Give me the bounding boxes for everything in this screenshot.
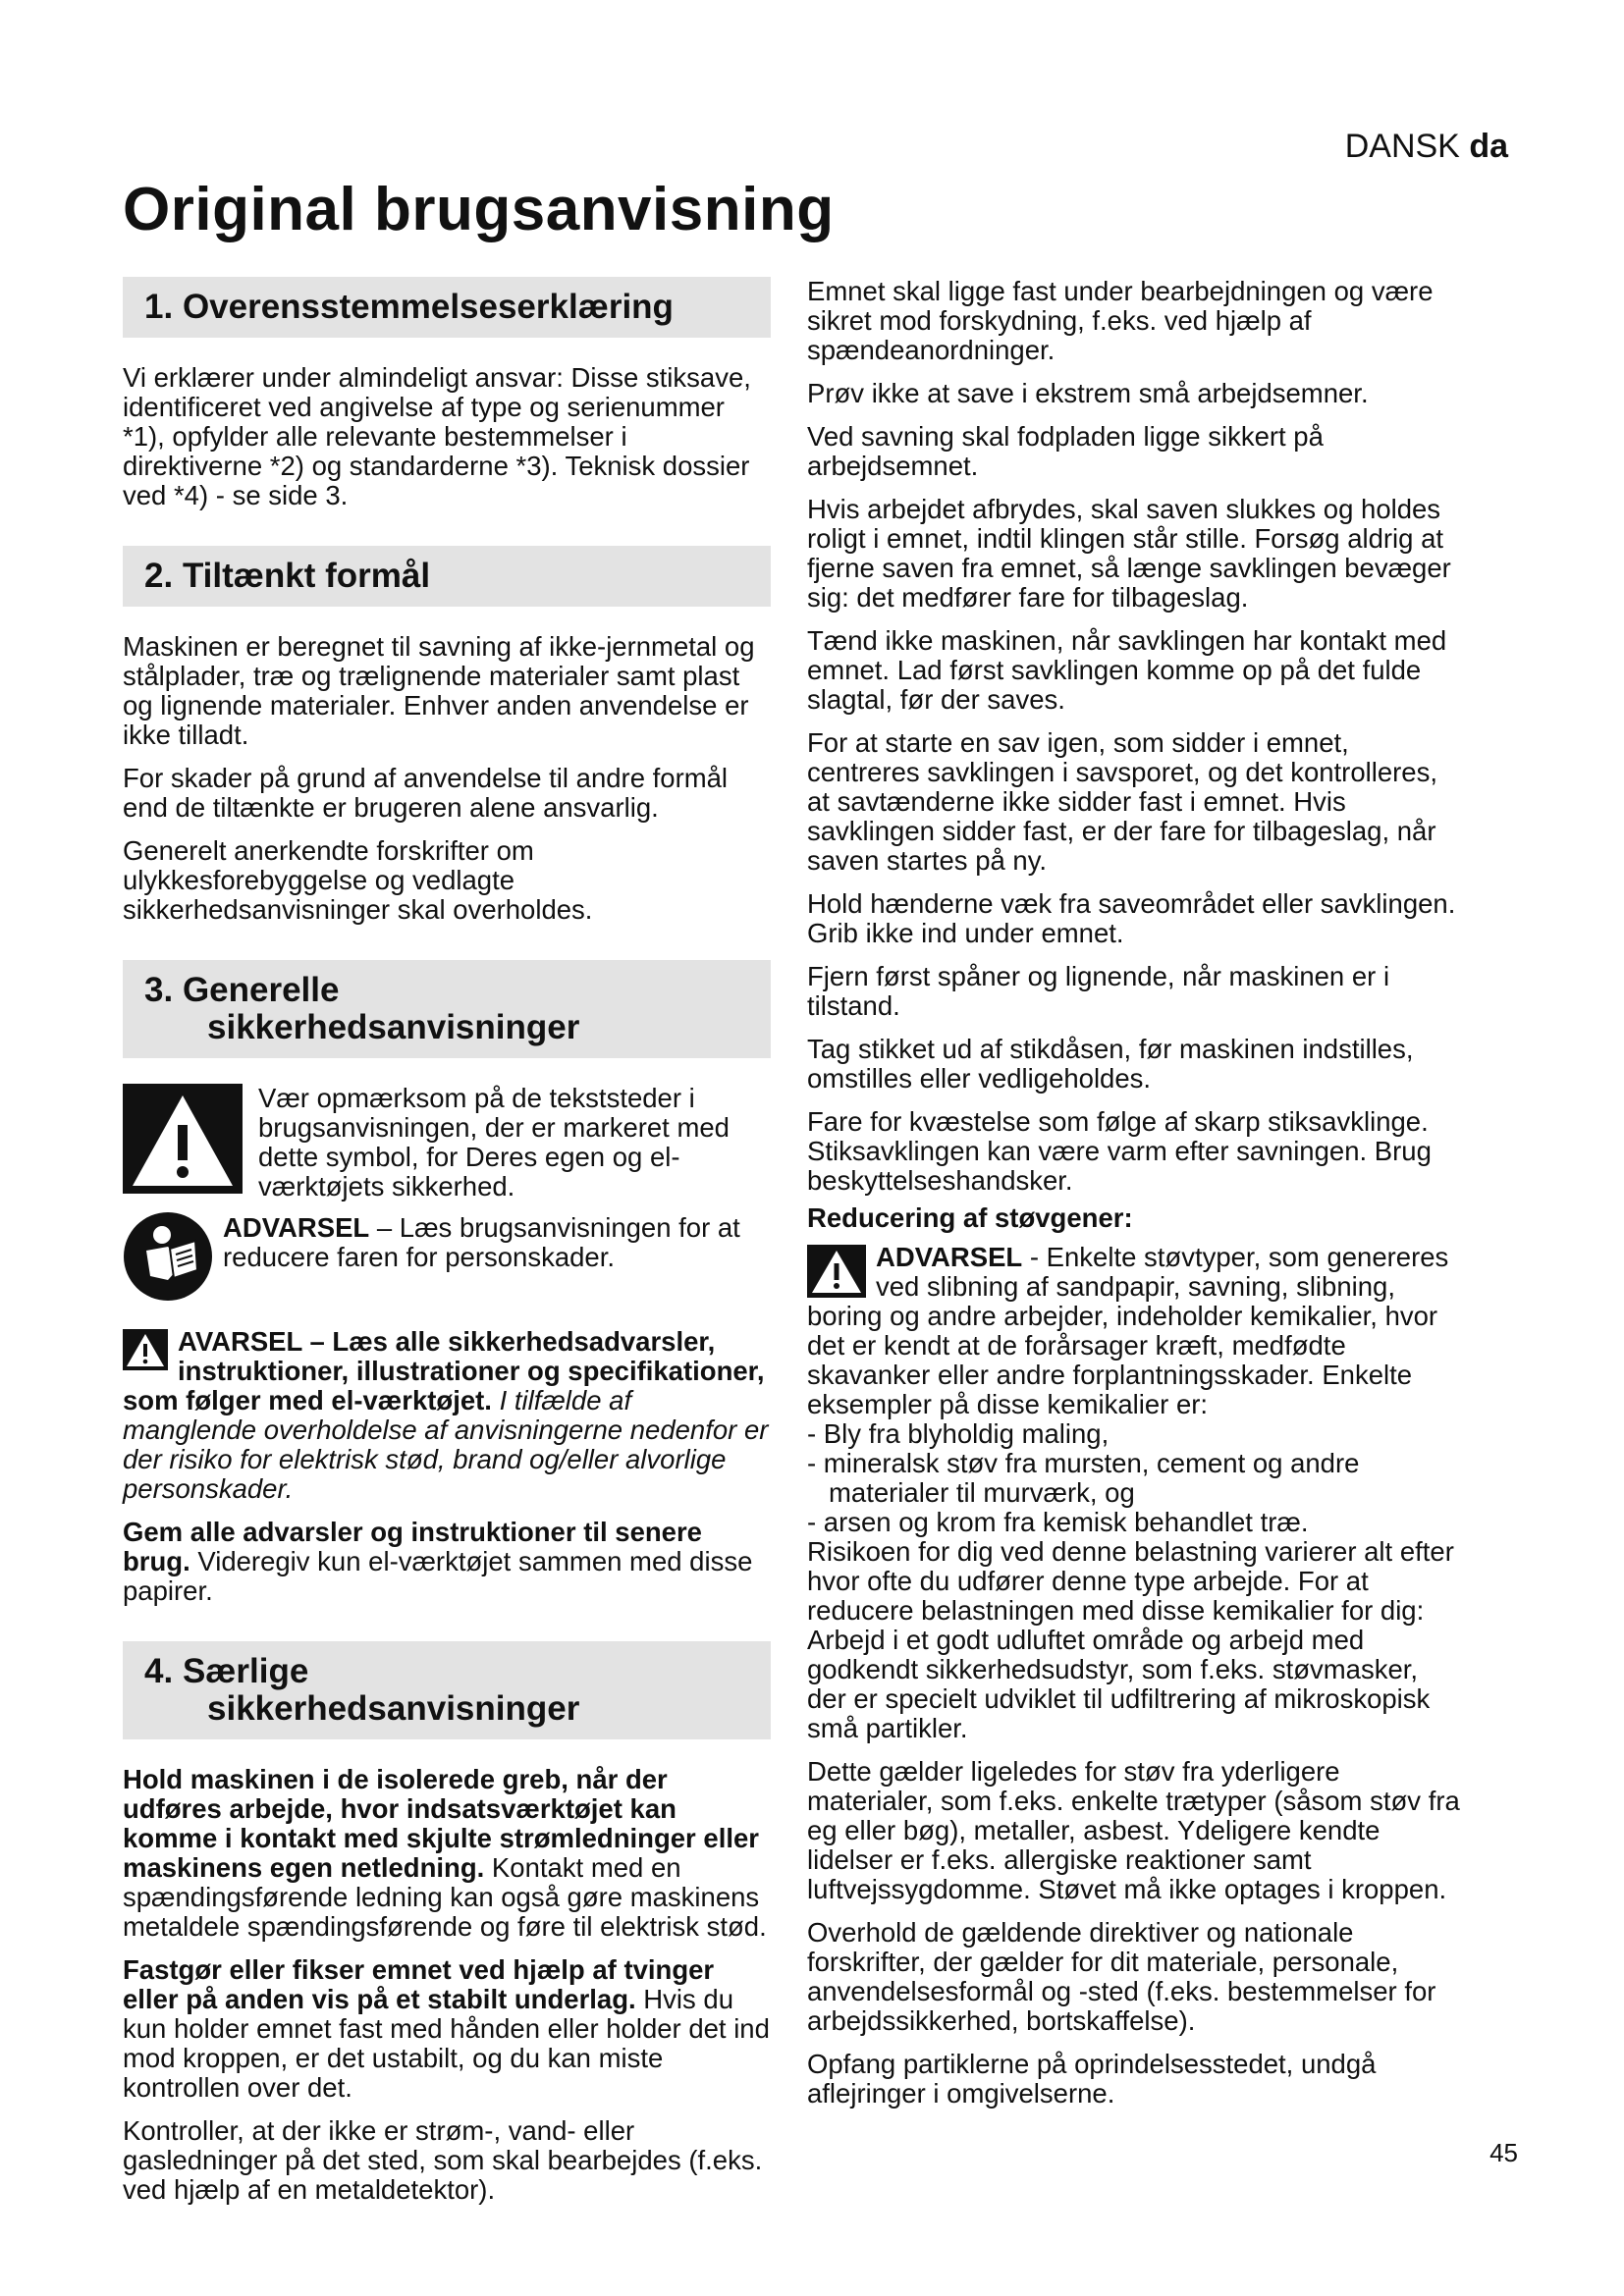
read-manual-text	[223, 1213, 771, 1272]
section-2-heading	[123, 546, 771, 607]
section-4-title-line-1: Særlige	[182, 1652, 309, 1690]
keep-instructions-text: Videregiv kun el-værktøjet sammen med disse papirer.	[123, 1546, 753, 1606]
right-paragraph-4: Hvis arbejdet afbrydes, skal saven slukkes og holdes roligt i emnet, indtil klingen står stille. Forsøg aldrig at fjerne saven fra emnet, så længe savklingen bevæger sig: det medfører fare for tilbageslag.	[807, 494, 1451, 613]
general-warning-bold: AVARSEL – Læs alle sikkerhedsadvarsler, instruktioner, illustrationer og specifikationer, som følger med el-værktøjet.	[123, 1326, 765, 1415]
list-item: - mineralsk støv fra mursten, cement og andre materialer til murværk, og	[807, 1448, 1360, 1508]
right-paragraph-8: Fjern først spåner og lignende, når maskinen er i tilstand.	[807, 961, 1390, 1021]
general-warning-italic: I tilfælde af manglende overholdelse af anvisningerne nedenfor er der risiko for elektrisk stød, brand og/eller alvorlige personskader.	[123, 1385, 769, 1504]
section-1-title: Overensstemmelseserklæring	[182, 288, 674, 326]
section-2-number: 2.	[144, 557, 174, 595]
warning-triangle-dust-icon	[807, 1245, 866, 1298]
warning-triangle-icon	[123, 1084, 243, 1194]
right-paragraph-7: Hold hænderne væk fra saveområdet eller savklingen. Grib ikke ind under emnet.	[807, 888, 1456, 948]
list-item: - arsen og krom fra kemisk behandlet træ.	[807, 1507, 1309, 1537]
list-item: - Bly fra blyholdig maling,	[807, 1418, 1110, 1449]
page-title: Original brugsanvisning	[123, 176, 835, 243]
right-column	[807, 277, 1463, 2122]
general-warning	[123, 1327, 771, 1504]
right-paragraph-3: Ved savning skal fodpladen ligge sikkert på arbejdsemnet.	[807, 421, 1324, 481]
section-4-p2-text: Hvis du kun holder emnet fast med hånden eller holder det ind mod kroppen, er det ustabilt, og du kan miste kontrollen over det.	[123, 1984, 770, 2103]
section-1-heading	[123, 277, 771, 338]
page-number: 45	[1489, 2138, 1518, 2167]
section-3-title-line-2: sikkerhedsanvisninger	[207, 1008, 580, 1046]
right-paragraph-10: Fare for kvæstelse som følge af skarp stiksavklinge. Stiksavklingen kan være varm efter savningen. Brug beskyttelseshandsker.	[807, 1106, 1432, 1196]
section-4-paragraph-2	[123, 1955, 771, 2103]
section-3-number: 3.	[144, 971, 174, 1009]
read-manual-icon	[123, 1211, 213, 1302]
right-paragraph-2: Prøv ikke at save i ekstrem små arbejdsemner.	[807, 378, 1369, 408]
section-4-title-line-2: sikkerhedsanvisninger	[207, 1689, 580, 1728]
warning-symbol-text: Vær opmærksom på de tekststeder i brugsanvisningen, der er markeret med dette symbol, for Deres egen og el-værktøjets sikkerhed.	[258, 1083, 730, 1201]
dust-warning	[807, 1243, 1463, 1419]
language-label	[1345, 128, 1508, 166]
read-manual-label: ADVARSEL	[223, 1212, 370, 1243]
section-4-p2-bold: Fastgør eller fikser emnet ved hjælp af tvinger eller på anden vis på et stabilt underlag.	[123, 1954, 715, 2014]
right-paragraph-12: Overhold de gældende direktiver og nationale forskrifter, der gælder for dit materiale, personale, anvendelsesformål og -sted (f.eks. bestemmelser for arbejdssikkerhed, bortskaffelse).	[807, 1917, 1436, 2036]
dust-warning-text: - Enkelte støvtyper, som genereres ved slibning af sandpapir, savning, slibning, boring og andre arbejder, indeholder kemikalier, hvor det er kendt at de forårsager kræft, medfødte skavanker eller andre forplantningsskader. Enkelte eksempler på disse kemikalier er:	[807, 1242, 1449, 1419]
read-manual-body: – Læs brugsanvisningen for at reducere faren for personskader.	[223, 1212, 740, 1272]
language-code: da	[1469, 128, 1508, 165]
read-manual-warning	[123, 1211, 771, 1302]
warning-triangle-small-icon	[123, 1329, 168, 1370]
section-3-heading	[123, 960, 771, 1058]
section-4-p1-text: Kontakt med en spændingsførende ledning kan også gøre maskinens metaldele spændingsførende og føre til elektrisk stød.	[123, 1852, 767, 1942]
keep-instructions	[123, 1518, 771, 1606]
right-paragraph-6: For at starte en sav igen, som sidder i emnet, centreres savklingen i savsporet, og det kontrolleres, at savtænderne ikke sidder fast i emnet. Hvis savklingen sidder fast, er der fare for tilbageslag, når saven startes på ny.	[807, 727, 1437, 876]
right-paragraph-5: Tænd ikke maskinen, når savklingen har kontakt med emnet. Lad først savklingen komme op på det fulde slagtal, før der saves.	[807, 625, 1447, 715]
right-paragraph-1: Emnet skal ligge fast under bearbejdningen og være sikret mod forskydning, f.eks. ved hjælp af spændeanordninger.	[807, 276, 1434, 365]
dust-chemicals-list	[807, 1419, 1463, 1537]
right-paragraph-13: Opfang partiklerne på oprindelsesstedet, undgå aflejringer i omgivelserne.	[807, 2049, 1377, 2109]
right-paragraph-9: Tag stikket ud af stikdåsen, før maskinen indstilles, omstilles eller vedligeholdes.	[807, 1034, 1414, 1094]
section-3-title-line-1: Generelle	[182, 971, 340, 1009]
dust-heading: Reducering af støvgener:	[807, 1202, 1133, 1233]
section-4-number: 4.	[144, 1652, 174, 1690]
section-2-paragraph-1: Maskinen er beregnet til savning af ikke-jernmetal og stålplader, træ og trælignende materialer samt plast og lignende materialer. Enhver anden anvendelse er ikke tilladt.	[123, 631, 755, 750]
keep-instructions-bold: Gem alle advarsler og instruktioner til senere brug.	[123, 1517, 702, 1576]
right-paragraph-11: Dette gælder ligeledes for støv fra yderligere materialer, som f.eks. enkelte trætyper (såsom støv fra eg eller bøg), metaller, asbest. Ydeligere kendte lidelser er f.eks. allergiske reaktioner samt luftvejssygdomme. Støvet må ikke optages i kroppen.	[807, 1756, 1460, 1904]
dust-risk-text: Risikoen for dig ved denne belastning varierer alt efter hvor ofte du udfører denne type arbejde. For at reducere belastningen med disse kemikalier for dig: Arbejd i et godt udluftet område og arbejd med godkendt sikkerhedsudstyr, som f.eks. støvmasker, der er specielt udviklet til udfiltrering af mikroskopisk små partikler.	[807, 1536, 1454, 1743]
section-1-number: 1.	[144, 288, 174, 326]
section-1-text: Vi erklærer under almindeligt ansvar: Disse stiksave, identificeret ved angivelse af type og serienummer *1), opfylder alle relevante bestemmelser i direktiverne *2) og standarderne *3). Teknisk dossier ved *4) - se side 3.	[123, 362, 751, 510]
language-name: DANSK	[1344, 128, 1460, 165]
warning-symbol-note	[123, 1084, 771, 1201]
section-4-paragraph-1	[123, 1765, 771, 1942]
section-4-paragraph-3: Kontroller, at der ikke er strøm-, vand- eller gasledninger på det sted, som skal bearbejdes (f.eks. ved hjælp af en metaldetektor).	[123, 2115, 763, 2205]
section-4-p1-bold: Hold maskinen i de isolerede greb, når der udføres arbejde, hvor indsatsværktøjet kan komme i kontakt med skjulte strømledninger eller maskinens egen netledning.	[123, 1764, 759, 1883]
section-2-paragraph-2: For skader på grund af anvendelse til andre formål end de tiltænkte er brugeren alene ansvarlig.	[123, 763, 729, 823]
section-2-paragraph-3: Generelt anerkendte forskrifter om ulykkesforebyggelse og vedlagte sikkerhedsanvisninger skal overholdes.	[123, 835, 593, 925]
section-2-title: Tiltænkt formål	[182, 557, 431, 595]
dust-warning-label: ADVARSEL	[876, 1242, 1023, 1272]
left-column	[123, 277, 771, 2218]
section-4-heading	[123, 1641, 771, 1739]
